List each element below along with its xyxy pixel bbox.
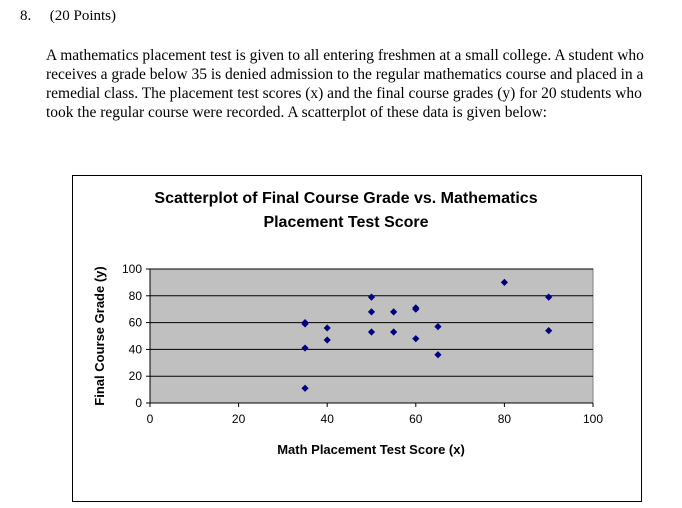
y-tick-label-100: 100 [121,262,142,276]
chart-frame [72,175,642,502]
question-header [20,8,116,25]
chart-title-line1: Scatterplot of Final Course Grade vs. Mathematics [154,190,538,207]
question-points: (20 Points) [49,8,117,24]
y-tick-label-80: 80 [128,288,142,303]
x-tick-label-20: 20 [231,412,246,426]
y-tick-label-60: 60 [128,315,142,330]
problem-text: A mathematics placement test is given to all entering freshmen at a small college. A student who receives a grade below 35 is denied admission to the regular mathematics course and placed in a remedial class. The placement test scores (x) and the final course grades (y) for 20 students who took the regular course were recorded. A scatterplot of these data is given below: [46,47,644,121]
x-tick-label-100: 100 [582,412,604,426]
y-tick-label-20: 20 [128,369,142,384]
chart-title-line2: Placement Test Score [263,214,429,231]
scatterplot-chart [73,176,643,503]
x-tick-label-40: 40 [320,412,334,426]
y-tick-label-0: 0 [135,396,142,410]
x-tick-label-0: 0 [146,412,154,426]
y-tick-labels [122,262,142,410]
y-tick-label-40: 40 [128,342,142,357]
x-tick-labels [147,412,604,426]
x-axis-label: Math Placement Test Score (x) [277,442,465,457]
y-axis-label: Final Course Grade (y) [92,266,107,406]
plot-area [150,269,593,403]
question-number: 8. [20,8,32,24]
x-tick-label-80: 80 [497,412,512,426]
x-tick-label-60: 60 [409,412,423,426]
